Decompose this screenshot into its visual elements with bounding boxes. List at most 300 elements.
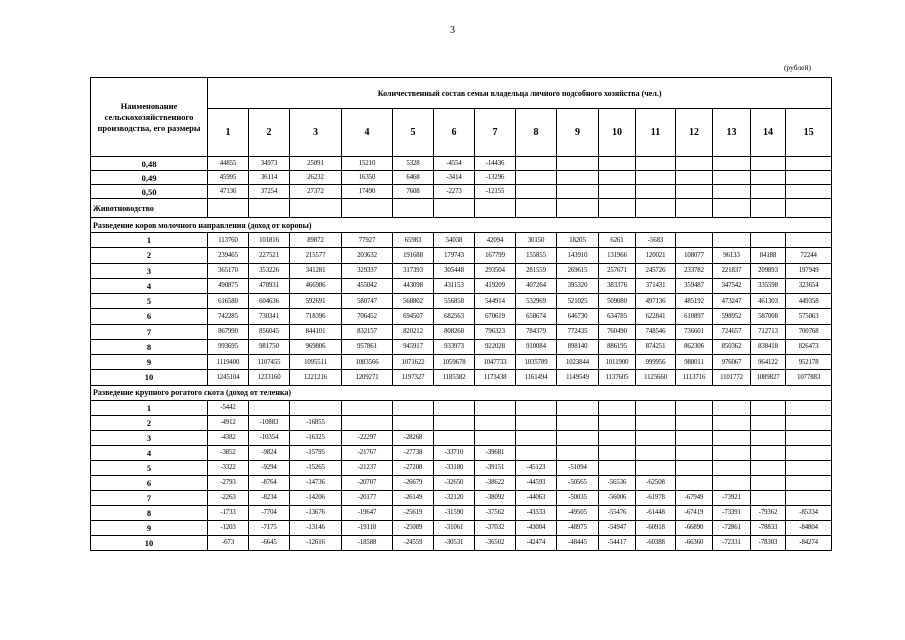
table-cell: 305448	[434, 263, 475, 278]
table-cell: -28268	[393, 430, 434, 445]
table-cell	[393, 400, 434, 415]
table-cell	[208, 199, 249, 218]
table-cell: -22297	[342, 430, 393, 445]
table-cell: 1233160	[249, 370, 290, 385]
table-cell	[676, 400, 713, 415]
table-cell: -3852	[208, 445, 249, 460]
table-cell: 323654	[786, 278, 832, 293]
table-cell: -45123	[516, 460, 557, 475]
table-cell: 347542	[713, 278, 751, 293]
table-cell	[475, 199, 516, 218]
table-cell: -30531	[434, 535, 475, 550]
table-cell	[516, 400, 557, 415]
table-cell	[751, 233, 786, 248]
table-cell: -85334	[786, 505, 832, 520]
table-cell	[786, 445, 832, 460]
column-header: 7	[475, 109, 516, 157]
table-row	[91, 171, 832, 185]
table-cell: -73921	[713, 490, 751, 505]
table-cell: 383376	[599, 278, 636, 293]
table-cell: 1089827	[751, 370, 786, 385]
table-cell: 886195	[599, 339, 636, 354]
table-cell: -26149	[393, 490, 434, 505]
table-cell	[434, 415, 475, 430]
table-cell: 34973	[249, 157, 290, 171]
table-cell: 245726	[636, 263, 676, 278]
row-label: 3	[91, 430, 208, 445]
table-cell: 718396	[290, 309, 342, 324]
table-row	[91, 355, 832, 370]
table-cell: 44855	[208, 157, 249, 171]
table-cell: -39681	[475, 445, 516, 460]
table-cell: -25089	[393, 520, 434, 535]
table-cell: -12155	[475, 185, 516, 199]
row-label: 3	[91, 263, 208, 278]
table-cell: 72244	[786, 248, 832, 263]
table-row	[91, 248, 832, 263]
row-label: 2	[91, 415, 208, 430]
table-row	[91, 445, 832, 460]
table-cell: -15795	[290, 445, 342, 460]
table-cell: 120021	[636, 248, 676, 263]
row-label: 7	[91, 324, 208, 339]
table-cell: 30150	[516, 233, 557, 248]
table-cell: 77927	[342, 233, 393, 248]
table-row	[91, 339, 832, 354]
table-cell: -24559	[393, 535, 434, 550]
table-cell: 820212	[393, 324, 434, 339]
table-cell: 1119400	[208, 355, 249, 370]
table-cell	[713, 171, 751, 185]
table-cell	[599, 460, 636, 475]
table-cell	[636, 171, 676, 185]
table-cell: 862306	[676, 339, 713, 354]
table-cell: -51094	[557, 460, 599, 475]
table-cell: 784379	[516, 324, 557, 339]
table-cell: 1113716	[676, 370, 713, 385]
table-row	[91, 430, 832, 445]
table-cell: -31061	[434, 520, 475, 535]
table-cell	[751, 400, 786, 415]
table-cell	[516, 185, 557, 199]
table-cell	[713, 460, 751, 475]
row-label: 0,48	[91, 157, 208, 171]
table-cell: -27738	[393, 445, 434, 460]
table-cell	[636, 460, 676, 475]
table-cell: 772435	[557, 324, 599, 339]
table-cell: 826473	[786, 339, 832, 354]
table-cell: 26232	[290, 171, 342, 185]
table-cell: -49505	[557, 505, 599, 520]
table-cell: 700768	[786, 324, 832, 339]
table-cell: -10883	[249, 415, 290, 430]
table-cell: -2793	[208, 475, 249, 490]
table-cell: 15210	[342, 157, 393, 171]
table-cell: 748546	[636, 324, 676, 339]
row-label: 4	[91, 445, 208, 460]
column-header: 4	[342, 109, 393, 157]
table-cell	[676, 233, 713, 248]
table-cell	[290, 400, 342, 415]
table-cell: -84274	[786, 535, 832, 550]
table-cell: 233782	[676, 263, 713, 278]
table-cell: 45995	[208, 171, 249, 185]
table-cell	[713, 445, 751, 460]
table-cell: -14436	[475, 157, 516, 171]
table-cell: -44063	[516, 490, 557, 505]
table-cell	[751, 460, 786, 475]
table-cell: -55476	[599, 505, 636, 520]
table-cell	[713, 430, 751, 445]
table-cell	[475, 415, 516, 430]
table-cell: 521025	[557, 294, 599, 309]
table-cell: -38622	[475, 475, 516, 490]
table-cell	[636, 157, 676, 171]
table-cell: -67419	[676, 505, 713, 520]
table-row	[91, 520, 832, 535]
table-cell: 898140	[557, 339, 599, 354]
table-cell: 293504	[475, 263, 516, 278]
table-cell: 1023844	[557, 355, 599, 370]
table-cell: -50035	[557, 490, 599, 505]
table-cell: 395320	[557, 278, 599, 293]
table-cell: -2263	[208, 490, 249, 505]
table-cell: -4554	[434, 157, 475, 171]
table-cell: -36502	[475, 535, 516, 550]
table-row	[91, 185, 832, 199]
table-cell	[713, 157, 751, 171]
table-cell: 36114	[249, 171, 290, 185]
row-label: 10	[91, 535, 208, 550]
table-cell: 760490	[599, 324, 636, 339]
column-header: 15	[786, 109, 832, 157]
table-cell	[516, 430, 557, 445]
table-row	[91, 324, 832, 339]
table-cell	[434, 430, 475, 445]
table-cell: 65983	[393, 233, 434, 248]
section-row	[91, 199, 832, 218]
table-cell: -5442	[208, 400, 249, 415]
table-cell: 969806	[290, 339, 342, 354]
table-cell	[342, 415, 393, 430]
table-cell	[751, 199, 786, 218]
row-label: 1	[91, 400, 208, 415]
table-cell: -39151	[475, 460, 516, 475]
table-cell	[599, 185, 636, 199]
table-cell	[786, 430, 832, 445]
table-cell: 1161494	[516, 370, 557, 385]
table-cell: 96133	[713, 248, 751, 263]
column-header: 6	[434, 109, 475, 157]
table-cell: 353226	[249, 263, 290, 278]
table-cell: -27208	[393, 460, 434, 475]
table-cell: 1047733	[475, 355, 516, 370]
table-cell: -8764	[249, 475, 290, 490]
column-header: 13	[713, 109, 751, 157]
table-cell	[599, 415, 636, 430]
row-label: 6	[91, 309, 208, 324]
table-cell: -12616	[290, 535, 342, 550]
table-cell: 587008	[751, 309, 786, 324]
table-cell: -78833	[751, 520, 786, 535]
column-header: 3	[290, 109, 342, 157]
row-label: 9	[91, 520, 208, 535]
table-cell: 544914	[475, 294, 516, 309]
table-row	[91, 157, 832, 171]
table-cell: 371431	[636, 278, 676, 293]
row-label: 7	[91, 490, 208, 505]
table-cell: -16855	[290, 415, 342, 430]
table-cell: -14736	[290, 475, 342, 490]
table-cell: 580747	[342, 294, 393, 309]
table-cell: 497136	[636, 294, 676, 309]
table-cell	[557, 199, 599, 218]
table-cell	[751, 171, 786, 185]
table-cell: -1203	[208, 520, 249, 535]
table-cell	[676, 185, 713, 199]
table-cell	[676, 460, 713, 475]
table-cell: 945917	[393, 339, 434, 354]
table-cell	[557, 171, 599, 185]
table-cell: -44593	[516, 475, 557, 490]
table-row	[91, 535, 832, 550]
table-cell: 1095511	[290, 355, 342, 370]
table-cell: -56536	[599, 475, 636, 490]
table-cell: 335598	[751, 278, 786, 293]
column-header: 8	[516, 109, 557, 157]
table-cell: 838418	[751, 339, 786, 354]
table-cell	[475, 430, 516, 445]
table-cell: -18588	[342, 535, 393, 550]
row-label: 0,50	[91, 185, 208, 199]
table-cell: 54038	[434, 233, 475, 248]
table-cell: -13296	[475, 171, 516, 185]
table-cell: 964122	[751, 355, 786, 370]
table-row	[91, 370, 832, 385]
table-cell	[786, 185, 832, 199]
table-cell: -21237	[342, 460, 393, 475]
name-header: Наименование сельскохозяйственного производства, его размеры	[91, 78, 208, 157]
table-cell: -48445	[557, 535, 599, 550]
table-cell	[516, 157, 557, 171]
family-size-header: Количественный состав семьи владельца личного подсобного хозяйства (чел.)	[208, 78, 832, 109]
table-cell: 736601	[676, 324, 713, 339]
table-cell: 796323	[475, 324, 516, 339]
table-cell	[599, 400, 636, 415]
table-cell: 1221216	[290, 370, 342, 385]
table-cell: 227521	[249, 248, 290, 263]
table-cell: 1245104	[208, 370, 249, 385]
column-header: 11	[636, 109, 676, 157]
table-cell: 1173438	[475, 370, 516, 385]
table-cell: 490875	[208, 278, 249, 293]
table-cell: 5328	[393, 157, 434, 171]
table-cell: -50565	[557, 475, 599, 490]
table-cell	[249, 400, 290, 415]
table-cell	[676, 430, 713, 445]
row-label: 1	[91, 233, 208, 248]
table-cell: 407264	[516, 278, 557, 293]
table-row	[91, 415, 832, 430]
table-cell: 6468	[393, 171, 434, 185]
table-cell: 1125660	[636, 370, 676, 385]
table-cell: -7704	[249, 505, 290, 520]
table-cell	[713, 475, 751, 490]
table-cell: -37032	[475, 520, 516, 535]
table-cell: -2273	[434, 185, 475, 199]
table-cell: 341281	[290, 263, 342, 278]
table-cell: -43004	[516, 520, 557, 535]
table-cell: -13146	[290, 520, 342, 535]
table-cell: 604636	[249, 294, 290, 309]
column-header: 1	[208, 109, 249, 157]
table-cell	[751, 430, 786, 445]
table-cell: 1059678	[434, 355, 475, 370]
table-cell: 239465	[208, 248, 249, 263]
table-cell: -61448	[636, 505, 676, 520]
table-cell: 443098	[393, 278, 434, 293]
column-header: 14	[751, 109, 786, 157]
table-cell: -3322	[208, 460, 249, 475]
table-cell: 143910	[557, 248, 599, 263]
table-cell: 131966	[599, 248, 636, 263]
table-cell	[751, 157, 786, 171]
table-cell: 257671	[599, 263, 636, 278]
row-label: 5	[91, 294, 208, 309]
table-cell: 1149549	[557, 370, 599, 385]
table-cell: 473247	[713, 294, 751, 309]
table-cell	[751, 185, 786, 199]
table-row	[91, 233, 832, 248]
table-cell	[786, 199, 832, 218]
table-cell	[786, 415, 832, 430]
table-cell: -16325	[290, 430, 342, 445]
table-cell: 485192	[676, 294, 713, 309]
table-cell: -78303	[751, 535, 786, 550]
table-row	[91, 400, 832, 415]
table-cell	[636, 199, 676, 218]
table-cell: 1071622	[393, 355, 434, 370]
table-cell	[786, 475, 832, 490]
table-cell: 269615	[557, 263, 599, 278]
table-cell: 431153	[434, 278, 475, 293]
table-cell: 856045	[249, 324, 290, 339]
column-header: 9	[557, 109, 599, 157]
table-cell	[516, 171, 557, 185]
table-cell: 910084	[516, 339, 557, 354]
table-cell: -3414	[434, 171, 475, 185]
table-cell: 25091	[290, 157, 342, 171]
table-cell: -9824	[249, 445, 290, 460]
table-cell: -7175	[249, 520, 290, 535]
column-header: 12	[676, 109, 713, 157]
table-cell: 993695	[208, 339, 249, 354]
table-row	[91, 490, 832, 505]
data-table	[90, 77, 832, 551]
row-label: 8	[91, 505, 208, 520]
table-cell: 575063	[786, 309, 832, 324]
row-label: 5	[91, 460, 208, 475]
section-row	[91, 218, 832, 233]
table-cell: -8234	[249, 490, 290, 505]
table-cell: 209893	[751, 263, 786, 278]
table-cell: 1011900	[599, 355, 636, 370]
units-note: (рублей)	[784, 63, 812, 72]
table-cell: 466986	[290, 278, 342, 293]
table-cell	[599, 157, 636, 171]
table-cell	[475, 400, 516, 415]
table-cell: -72331	[713, 535, 751, 550]
table-cell: 17490	[342, 185, 393, 199]
table-cell: -61978	[636, 490, 676, 505]
table-cell: -10354	[249, 430, 290, 445]
table-cell	[342, 400, 393, 415]
table-cell: 18205	[557, 233, 599, 248]
table-row	[91, 309, 832, 324]
table-cell: -25619	[393, 505, 434, 520]
table-cell	[599, 171, 636, 185]
row-label: 6	[91, 475, 208, 490]
table-cell: 191688	[393, 248, 434, 263]
table-cell: 981750	[249, 339, 290, 354]
table-cell	[636, 400, 676, 415]
page-number: 3	[450, 25, 455, 36]
table-cell: 359487	[676, 278, 713, 293]
table-cell	[393, 199, 434, 218]
table-cell: -19118	[342, 520, 393, 535]
table-cell: -20177	[342, 490, 393, 505]
table-cell: -54947	[599, 520, 636, 535]
table-row	[91, 263, 832, 278]
table-cell	[557, 400, 599, 415]
table-cell	[676, 445, 713, 460]
table-cell: -72861	[713, 520, 751, 535]
table-cell	[713, 199, 751, 218]
column-header: 10	[599, 109, 636, 157]
table-cell: -4382	[208, 430, 249, 445]
table-cell: 179743	[434, 248, 475, 263]
table-cell: 610897	[676, 309, 713, 324]
table-row	[91, 460, 832, 475]
table-cell: -37562	[475, 505, 516, 520]
table-cell	[713, 185, 751, 199]
table-cell: 509080	[599, 294, 636, 309]
table-cell: 455042	[342, 278, 393, 293]
table-cell: 47136	[208, 185, 249, 199]
table-cell: 808268	[434, 324, 475, 339]
table-cell: 999956	[636, 355, 676, 370]
table-cell: 449358	[786, 294, 832, 309]
table-cell	[676, 415, 713, 430]
table-cell: 598952	[713, 309, 751, 324]
table-cell: -26679	[393, 475, 434, 490]
table-cell	[676, 475, 713, 490]
table-cell: -48975	[557, 520, 599, 535]
table-cell: 317393	[393, 263, 434, 278]
table-cell: 532969	[516, 294, 557, 309]
table-cell: 203632	[342, 248, 393, 263]
column-header: 5	[393, 109, 434, 157]
row-label: 9	[91, 355, 208, 370]
row-label: 2	[91, 248, 208, 263]
table-cell: -6645	[249, 535, 290, 550]
table-cell: 7608	[393, 185, 434, 199]
row-label: 4	[91, 278, 208, 293]
table-cell	[636, 185, 676, 199]
table-cell: -67949	[676, 490, 713, 505]
table-cell: 89872	[290, 233, 342, 248]
table-cell: 1107455	[249, 355, 290, 370]
